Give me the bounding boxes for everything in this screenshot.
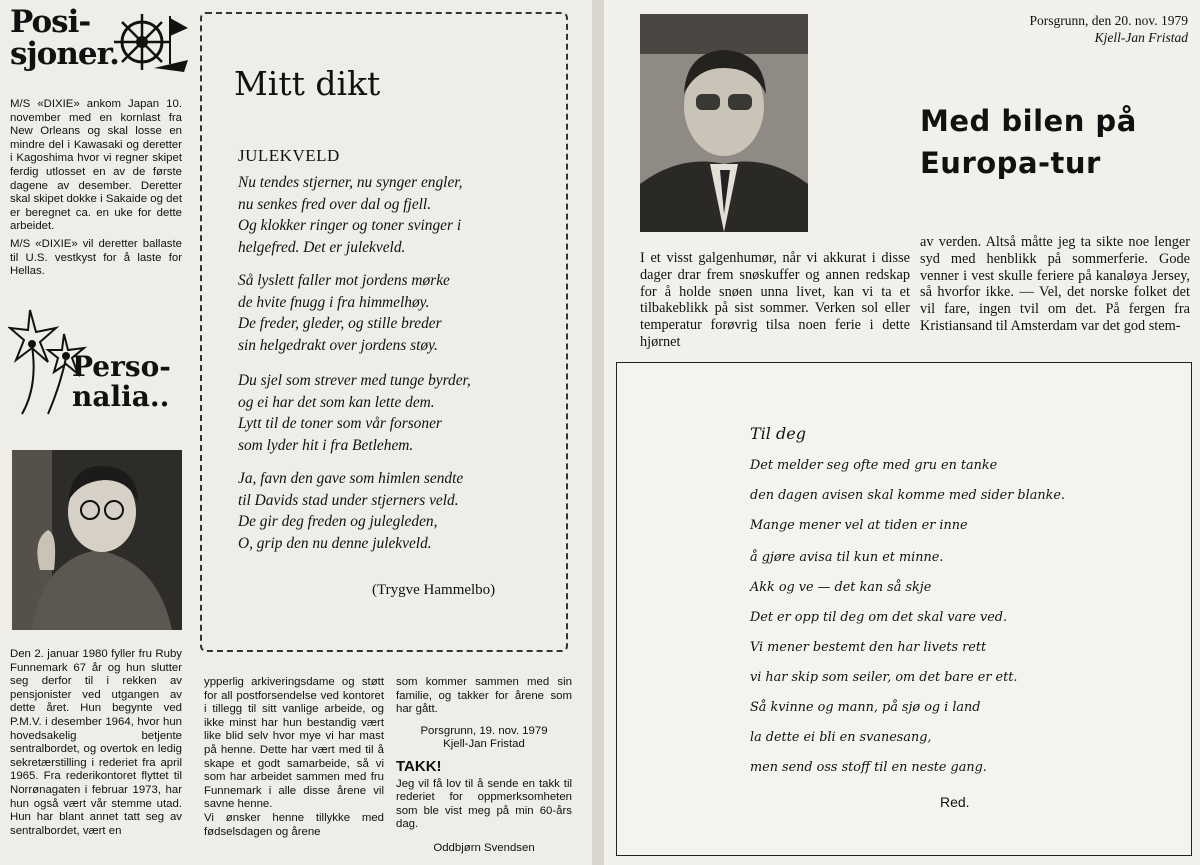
left-page <box>0 0 592 865</box>
takk-signature: Oddbjørn Svendsen <box>433 841 535 854</box>
letter-line-5: å gjøre avisa til kun et minne. <box>750 550 944 565</box>
letter-line-8: Vi mener bestemt den har livets rett <box>750 640 987 655</box>
ship-wheel-icon <box>110 8 192 80</box>
article-col-left: I et visst galgenhumør, når vi akkurat i disse dager drar frem snøskuffer og annen redskap for å holde snøen unna livet, kan vi ta et tilbakeblikk på sist sommer. Verken sol eller temperatur forøvrig tilsa noen ferie i dette hjørnet <box>640 250 910 350</box>
poem-title: JULEKVELD <box>238 146 340 165</box>
personalia-text-col2: ypperlig arkiveringsdame og støtt for all postforsendelse ved kontoret i tillegg til sitt vanlige arbeide, og ikke minst har hun bestandig vært like blid selv hvor mye vi har mast på henne. Dette har vært med til å skape et godt samarbeide, så vi som har arbeidet sammen med fru Funnemark i alle disse årene vil savne henne. Vi ønsker henne tillykke med fødselsdagen og årene <box>204 676 384 838</box>
posisjoner-heading: Posi- sjoner. <box>10 4 119 72</box>
letter-line-10: Så kvinne og mann, på sjø og i land <box>750 700 981 715</box>
letter-line-12: men send oss stoff til en neste gang. <box>750 760 987 775</box>
letter-box <box>616 362 1192 856</box>
article-title: Med bilen på Europa-tur <box>920 104 1137 180</box>
bleed-through-text <box>184 0 200 660</box>
article-col-right: av verden. Altså måtte jeg ta sikte noe lenger syd med henblikk på sommerferie. Gode venner i vest skulle feriere på kanaløya Jersey, så hvorfor ikke. — Vel, det norske folket det vil fare, ingen tvil om det. På fergen fra Kristiansand til Amsterdam var det god stem- <box>920 234 1190 334</box>
personalia-heading: Perso- nalia.. <box>72 350 171 413</box>
letter-line-11: la dette ei bli en svanesang, <box>750 730 932 745</box>
personalia-text-col3: som kommer sammen med sin familie, og takker for årene som har gått. Porsgrunn, 19. nov. 1979 Kjell-Jan Fristad TAKK! Jeg vil få lov til å sende en takk til rederiet for oppmerksomheten som ble vist meg på min 60-års dag. Oddbjørn Svendsen <box>396 676 572 854</box>
poem-stanza-4: Ja, favn den gave som himlen sendte til Davids stad under stjerners veld. De gir deg freden og julegleden, O, grip den nu denne julekveld. <box>238 470 464 552</box>
letter-line-2: Det melder seg ofte med gru en tanke <box>750 458 998 473</box>
portrait-photo <box>12 450 182 630</box>
posisjoner-text: M/S «DIXIE» ankom Japan 10. november med en kornlast fra New Orleans og skal losse en mindre del i Kawasaki og deretter i Kagoshima hvor vi regner skipet ferdig utlosset en av de første dagene av desember. Deretter skal skipet dokke i Sakaide og det er beregnet ca. en uke for dette arbeidet. M/S «DIXIE» vil deretter ballaste til U.S. vestkyst for å laste for Hellas. <box>10 98 182 278</box>
poem-stanza-2: Så lyslett faller mot jordens mørke de hvite fnugg i fra himmelhøy. De freder, gleder, og stille breder sin helgedrakt over jordens støy. <box>238 272 450 354</box>
page-gutter <box>592 0 604 865</box>
letter-line-6: Akk og ve — det kan så skje <box>750 580 932 595</box>
letter-line-9: vi har skip som seiler, om det bare er ett. <box>750 670 1018 685</box>
letter-line-1: Til deg <box>750 424 806 443</box>
poem-stanza-3: Du sjel som strever med tunge byrder, og ei har det som kan lette dem. Lytt til de toner som vår forsoner som lyder hit i fra Betlehem. <box>238 372 471 454</box>
author-photo <box>640 14 808 232</box>
letter-signature: Red. <box>940 794 970 810</box>
poem-stanza-1: Nu tendes stjerner, nu synger engler, nu senkes fred over dal og fjell. Og klokker ringer og toner svinger i helgefred. Det er julekveld. <box>238 174 463 256</box>
right-page <box>604 0 1200 865</box>
personalia-signature: Kjell-Jan Fristad <box>443 738 525 751</box>
poem-author: (Trygve Hammelbo) <box>372 582 496 598</box>
letter-line-4: Mange mener vel at tiden er inne <box>750 518 968 533</box>
letter-line-7: Det er opp til deg om det skal vare ved. <box>750 610 1008 625</box>
article-dateline: Porsgrunn, den 20. nov. 1979 Kjell-Jan Fristad <box>1029 13 1188 45</box>
poem-section-heading: Mitt dikt <box>234 64 381 103</box>
letter-line-3: den dagen avisen skal komme med sider blanke. <box>750 488 1065 503</box>
personalia-place-date: Porsgrunn, 19. nov. 1979 <box>420 724 548 737</box>
takk-heading: TAKK! <box>396 757 442 775</box>
takk-text: Jeg vil få lov til å sende en takk til rederiet for oppmerksomheten som ble vist meg på min 60-års dag. <box>396 777 572 831</box>
personalia-text-col1: Den 2. januar 1980 fyller fru Ruby Funnemark 67 år og hun slutter seg derfor til i rekken av pensjonister ved utgangen av dette året. Hun begynte ved P.M.V. i desember 1964, hvor hun hovedsakelig betjente sentralbordet, og overtok en ledig sekretærstilling i rederiet fra april 1965. Fra rederikontoret flyttet til Norrønagaten i februar 1973, har hun også vært vår stemme utad. Hun har blant annet tatt seg av sentralbordet, vært en <box>10 648 182 837</box>
